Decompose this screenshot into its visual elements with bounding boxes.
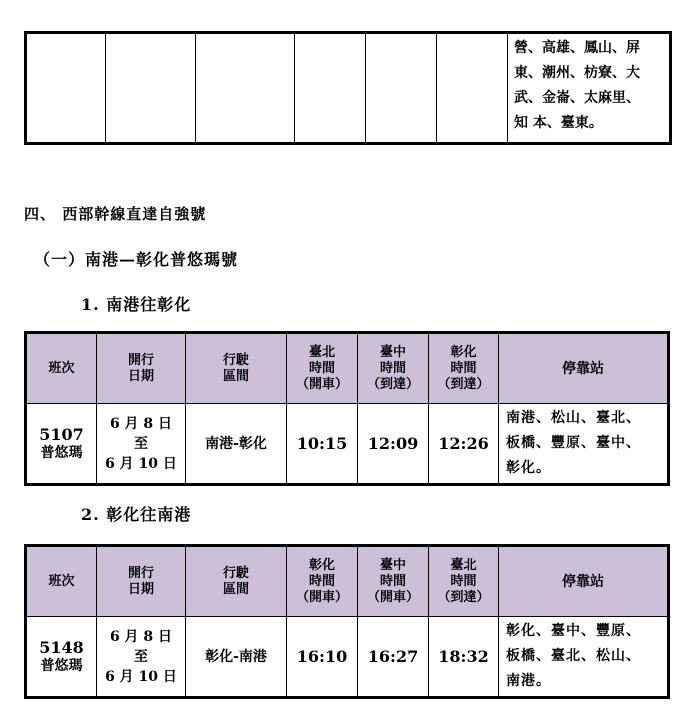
stops-line: 營、高雄、鳳山、屏 [514,40,640,56]
stops-line: 彰化。 [506,460,551,476]
header-segment: 行駛 區間 [186,546,287,617]
date-to-word: 至 [134,648,148,665]
header-time3: 彰化 時間 （到達） [429,333,499,404]
header-segment: 行駛 區間 [186,333,287,404]
stops-line: 彰化、臺中、豐原、 [506,623,641,639]
header-time1: 彰化 時間 （開車） [287,546,358,617]
stops-line: 南港。 [506,673,551,689]
header-time2: 臺中 時間 （到達） [358,333,429,404]
date-to: 6 月 10 日 [105,455,177,472]
train-type: 普悠瑪 [40,444,83,461]
stops-cell [508,33,671,144]
header-operating-dates: 開行 日期 [97,546,186,617]
segment-cell: 南港-彰化 [186,404,287,485]
time2-cell: 12:09 [358,404,429,485]
stops-line: 武、金崙、太麻里、 [514,90,640,106]
table-row [26,33,671,144]
stops-line: 板橋、臺北、松山、 [506,648,641,664]
table-row [26,617,669,698]
empty-cell [437,33,508,144]
train-type: 普悠瑪 [40,657,83,674]
time1-cell: 10:15 [287,404,358,485]
dates-cell [97,617,186,698]
train-cell [26,617,97,698]
empty-cell [295,33,366,144]
route1-schedule-table [24,331,670,486]
segment-cell: 彰化-南港 [186,617,287,698]
header-train-no: 班次 [26,333,97,404]
stops-line: 知 本、臺東。 [514,115,603,131]
header-operating-dates: 開行 日期 [97,333,186,404]
time1-cell: 16:10 [287,617,358,698]
train-number: 5107 [39,424,84,444]
empty-cell [366,33,437,144]
date-from: 6 月 8 日 [109,415,173,432]
stops-line: 東、潮州、枋寮、大 [514,65,640,81]
time2-cell: 16:27 [358,617,429,698]
stops-cell [499,617,669,698]
route2-schedule-table [24,544,670,699]
header-time2: 臺中 時間 （開車） [358,546,429,617]
subsection-heading: （一）南港—彰化普悠瑪號 [34,250,239,269]
continued-schedule-table [24,31,672,145]
table-row [26,404,669,485]
time3-cell: 12:26 [429,404,499,485]
table-header-row [26,333,669,404]
table-header-row [26,546,669,617]
header-time3: 臺北 時間 （到達） [429,546,499,617]
header-stops: 停靠站 [499,333,669,404]
stops-cell [499,404,669,485]
date-to: 6 月 10 日 [105,668,177,685]
time3-cell: 18:32 [429,617,499,698]
header-stops: 停靠站 [499,546,669,617]
header-train-no: 班次 [26,546,97,617]
stops-line: 南港、松山、臺北、 [506,410,641,426]
section-heading: 四、 西部幹線直達自強號 [24,205,207,223]
empty-cell [196,33,295,144]
train-number: 5148 [39,637,84,657]
header-time1: 臺北 時間 （開車） [287,333,358,404]
date-from: 6 月 8 日 [109,628,173,645]
route2-title: 2. 彰化往南港 [81,505,192,524]
route1-title: 1. 南港往彰化 [81,295,192,314]
dates-cell [97,404,186,485]
empty-cell [26,33,106,144]
empty-cell [106,33,196,144]
stops-line: 板橋、豐原、臺中、 [506,435,641,451]
date-to-word: 至 [134,435,148,452]
train-cell [26,404,97,485]
